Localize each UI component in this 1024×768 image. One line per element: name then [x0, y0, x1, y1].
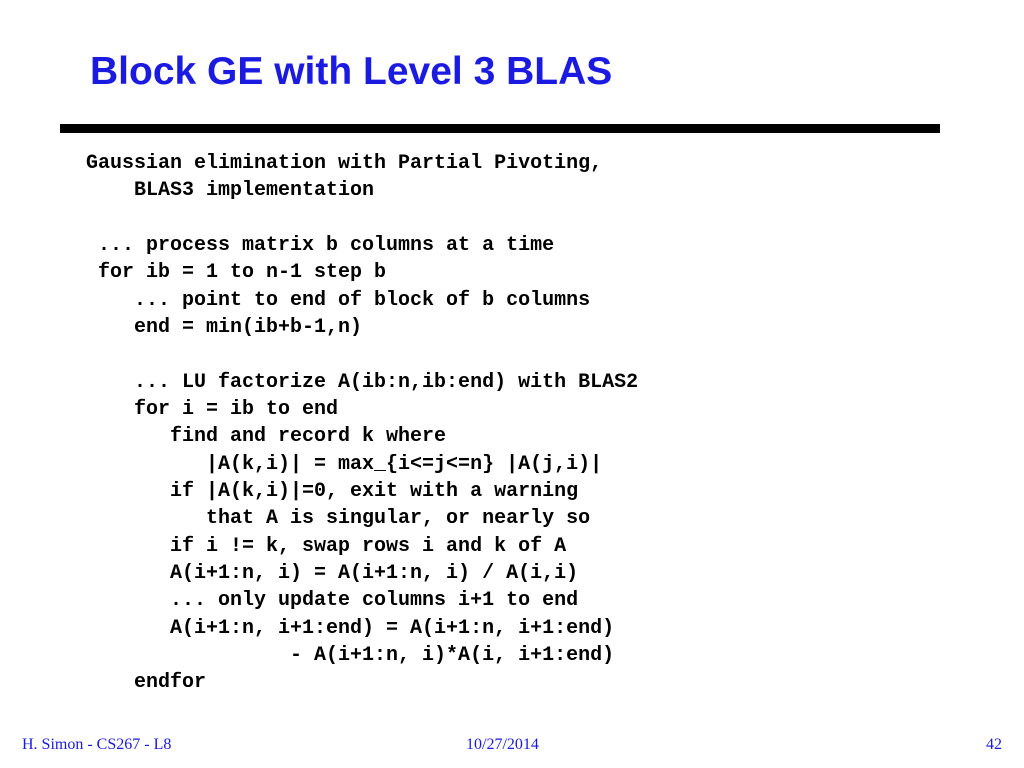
code-line: ... LU factorize A(ib:n,ib:end) with BLAS2	[86, 370, 639, 394]
code-line: |A(k,i)| = max_{i<=j<=n} |A(j,i)|	[86, 452, 603, 476]
code-line: BLAS3 implementation	[86, 179, 375, 203]
code-line: find and record k where	[86, 425, 447, 449]
pseudocode-block	[86, 150, 638, 697]
code-line: ... only update columns i+1 to end	[86, 589, 579, 613]
code-line	[86, 341, 638, 368]
code-line: - A(i+1:n, i)*A(i, i+1:end)	[86, 643, 615, 667]
code-line: if i != k, swap rows i and k of A	[86, 534, 567, 558]
footer-author: H. Simon - CS267 - L8	[22, 736, 172, 753]
code-line: A(i+1:n, i) = A(i+1:n, i) / A(i,i)	[86, 561, 579, 585]
code-line: end = min(ib+b-1,n)	[86, 315, 363, 339]
footer-date: 10/27/2014	[466, 736, 539, 753]
code-line	[86, 205, 638, 232]
code-line: for ib = 1 to n-1 step b	[86, 261, 387, 285]
code-line: ... process matrix b columns at a time	[86, 233, 555, 257]
code-line: that A is singular, or nearly so	[86, 507, 591, 531]
code-line: ... point to end of block of b columns	[86, 288, 591, 312]
page-number: 42	[986, 736, 1002, 753]
code-line: Gaussian elimination with Partial Pivoting,	[86, 152, 603, 175]
code-line: A(i+1:n, i+1:end) = A(i+1:n, i+1:end)	[86, 616, 615, 640]
title-divider	[60, 124, 940, 133]
code-line: if |A(k,i)|=0, exit with a warning	[86, 479, 579, 503]
code-line: for i = ib to end	[86, 397, 339, 421]
slide-title: Block GE with Level 3 BLAS	[90, 50, 613, 93]
code-line: endfor	[86, 671, 207, 695]
